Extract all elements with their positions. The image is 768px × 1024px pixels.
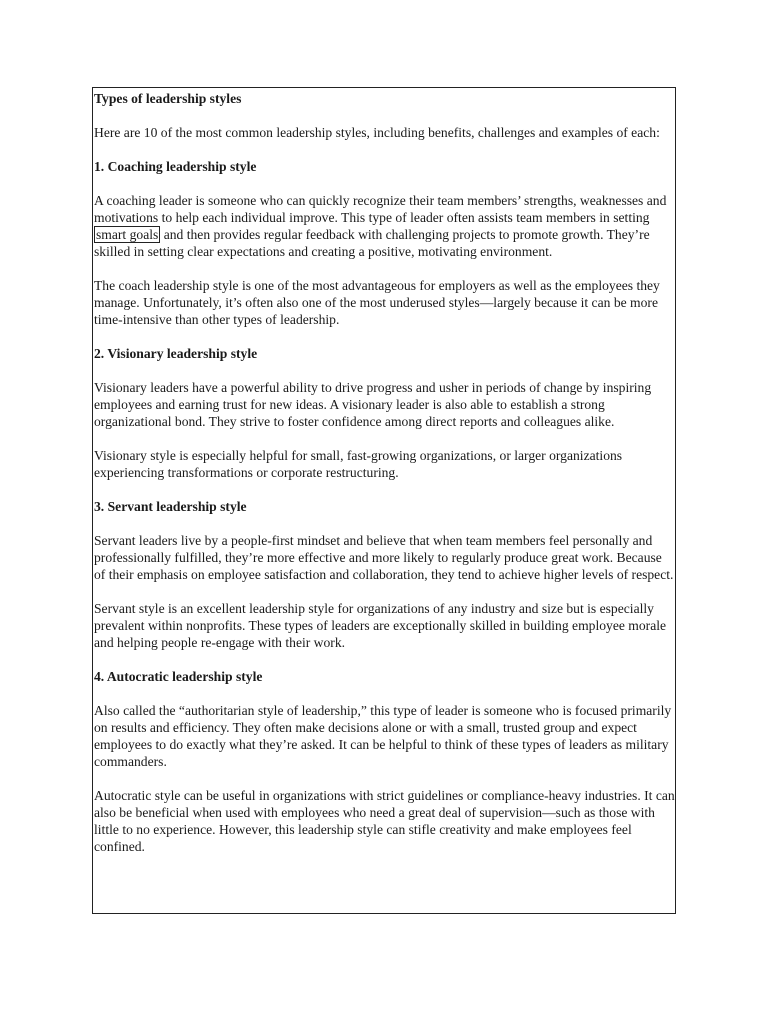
section-heading-coaching: 1. Coaching leadership style	[94, 159, 257, 174]
coaching-text-after-link: and then provides regular feedback with challenging projects to promote growth. They’re skilled in setting clear expectations and creating a positive, motivating environment.	[94, 227, 650, 259]
section-heading-autocratic: 4. Autocratic leadership style	[94, 669, 263, 684]
intro-paragraph: Here are 10 of the most common leadership styles, including benefits, challenges and examples of each:	[94, 125, 660, 140]
smart-goals-link[interactable]: smart goals	[96, 227, 159, 242]
visionary-paragraph-1: Visionary leaders have a powerful ability to drive progress and usher in periods of change by inspiring employees and earning trust for new ideas. A visionary leader is also able to establish a strong organizational bond. They strive to foster confidence among direct reports and colleagues alike.	[94, 380, 652, 429]
autocratic-paragraph-1: Also called the “authoritarian style of leadership,” this type of leader is someone who is focused primarily on results and efficiency. They often make decisions alone or with a small, trusted group and expect employees to do exactly what they’re asked. It can be helpful to think of these types of leaders as military commanders.	[94, 703, 672, 769]
servant-paragraph-1: Servant leaders live by a people-first mindset and believe that when team members feel personally and professionally fulfilled, they’re more effective and more likely to regularly produce great work. Because of their emphasis on employee satisfaction and collaboration, they tend to achieve higher levels of respect.	[94, 533, 674, 582]
document-title: Types of leadership styles	[94, 91, 242, 106]
autocratic-paragraph-2: Autocratic style can be useful in organizations with strict guidelines or compliance-heavy industries. It can also be beneficial when used with employees who need a great deal of supervision—such as those with little to no experience. However, this leadership style can stifle creativity and make employees feel confined.	[94, 788, 675, 854]
section-heading-servant: 3. Servant leadership style	[94, 499, 247, 514]
coaching-paragraph-1	[94, 192, 675, 260]
section-heading-visionary: 2. Visionary leadership style	[94, 346, 258, 361]
coaching-paragraph-2: The coach leadership style is one of the most advantageous for employers as well as the employees they manage. Unfortunately, it’s often also one of the most underused styles—largely because it can be more time-intensive than other types of leadership.	[94, 278, 660, 327]
document-page	[92, 87, 676, 914]
coaching-text-before-link: A coaching leader is someone who can quickly recognize their team members’ strengths, weaknesses and motivations to help each individual improve. This type of leader often assists team members in setting	[94, 193, 667, 225]
servant-paragraph-2: Servant style is an excellent leadership style for organizations of any industry and size but is especially prevalent within nonprofits. These types of leaders are exceptionally skilled in building employee morale and helping people re-engage with their work.	[94, 601, 667, 650]
visionary-paragraph-2: Visionary style is especially helpful for small, fast-growing organizations, or larger organizations experiencing transformations or corporate restructuring.	[94, 448, 623, 480]
